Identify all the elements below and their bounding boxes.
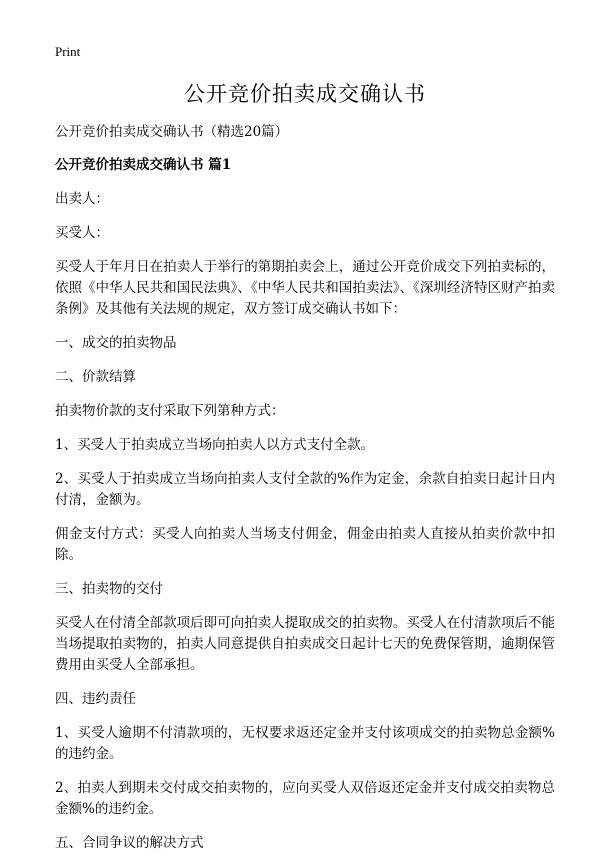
clause-heading-dispute: 五、合同争议的解决方式 — [55, 835, 204, 851]
clause-heading-items: 一、成交的拍卖物品 — [55, 335, 177, 351]
document-page — [55, 78, 555, 867]
seller-line: 出卖人： — [55, 191, 109, 207]
print-link[interactable]: Print — [55, 44, 81, 59]
payment-option-2: 2、买受人于拍卖成立当场向拍卖人支付全款的%作为定金，余款自拍卖日起计日内付清，金额为。 — [55, 471, 555, 508]
payment-method-paragraph: 拍卖物价款的支付采取下列第种方式： — [55, 403, 285, 419]
liability-item-1: 1、买受人逾期不付清款项的，无权要求返还定金并支付该项成交的拍卖物总金额%的违约金。 — [55, 725, 555, 762]
buyer-line: 买受人： — [55, 225, 109, 241]
delivery-paragraph: 买受人在付清全部款项后即可向拍卖人提取成交的拍卖物。买受人在付清款项后不能当场提取拍卖物的，拍卖人同意提供自拍卖成交日起计七天的免费保管期，逾期保管费用由买受人全部承担。 — [55, 615, 555, 673]
liability-item-2: 2、拍卖人到期未交付成交拍卖物的，应向买受人双倍返还定金并支付成交拍卖物总金额%的违约金。 — [55, 780, 555, 817]
commission-paragraph: 佣金支付方式：买受人向拍卖人当场支付佣金，佣金由拍卖人直接从拍卖价款中扣除。 — [55, 526, 555, 563]
clause-heading-delivery: 三、拍卖物的交付 — [55, 581, 163, 597]
intro-paragraph: 买受人于年月日在拍卖人于举行的第期拍卖会上，通过公开竞价成交下列拍卖标的，依照《中华人民共和国民法典》、《中华人民共和国拍卖法》、《深圳经济特区财产拍卖条例》及其他有关法规的规定，双方签订成交确认书如下： — [55, 259, 555, 317]
document-title: 公开竞价拍卖成交确认书 — [184, 82, 426, 106]
clause-heading-liability: 四、违约责任 — [55, 691, 136, 707]
document-subtitle: 公开竞价拍卖成交确认书（精选20篇） — [55, 124, 289, 140]
payment-option-1: 1、买受人于拍卖成立当场向拍卖人以方式支付全款。 — [55, 437, 375, 453]
clause-heading-payment: 二、价款结算 — [55, 369, 136, 385]
section-heading: 公开竞价拍卖成交确认书 篇1 — [55, 157, 232, 173]
